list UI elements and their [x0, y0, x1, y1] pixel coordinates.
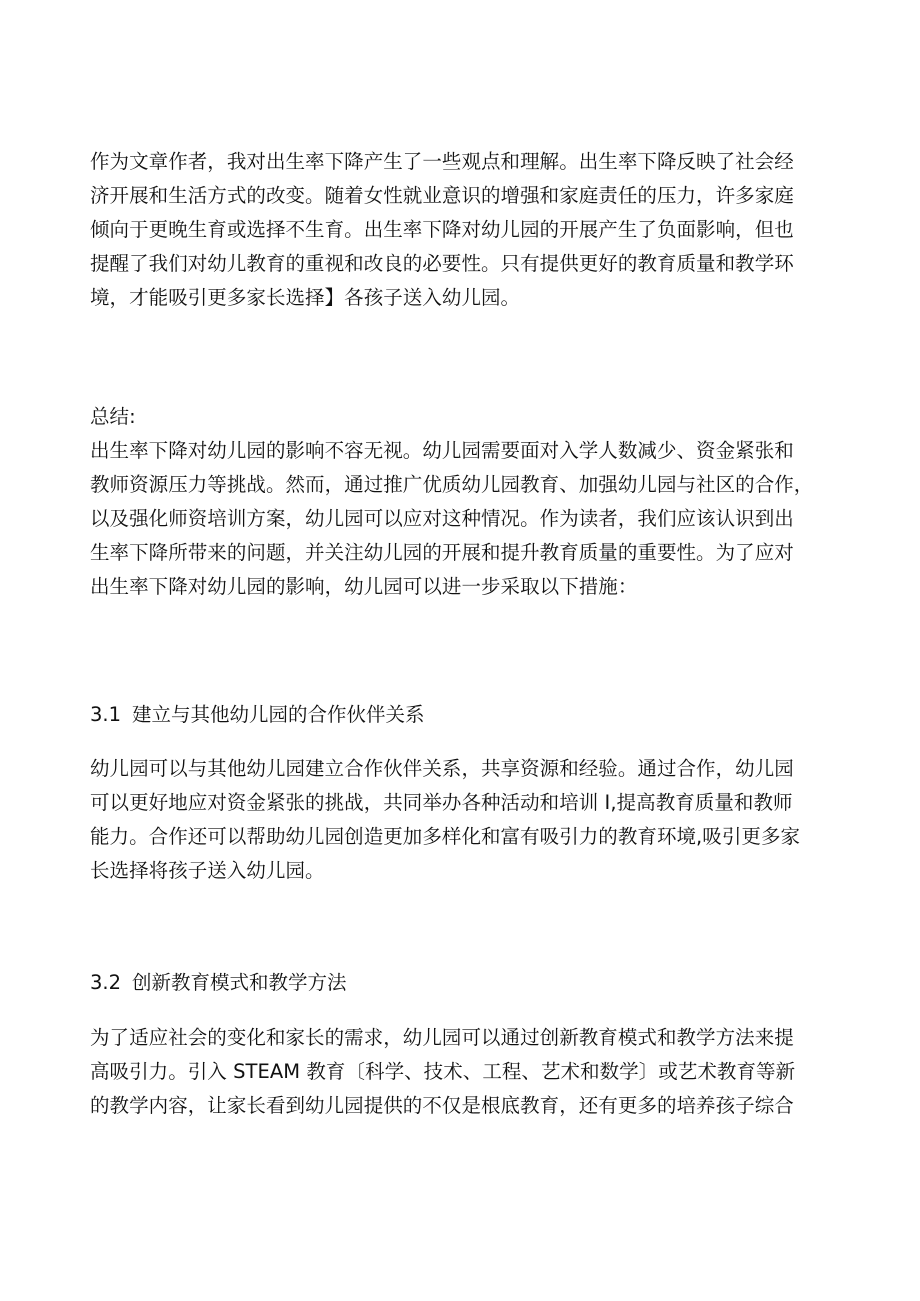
section-3-2-number: 3.2 [90, 971, 122, 994]
section-3-1-line: 幼儿园可以与其他幼儿园建立合作伙伴关系，共享资源和经验。通过合作，幼儿园 [90, 757, 794, 780]
section-3-1-number: 3.1 [90, 703, 122, 726]
section-3-2-paragraph [90, 1021, 820, 1123]
section-3-2-title: 创新教育模式和教学方法 [132, 971, 347, 994]
section-3-1-line: 长选择将孩子送入幼儿园。 [90, 859, 325, 882]
intro-line: 境，才能吸引更多家长选择】各孩子送入幼儿园。 [90, 286, 521, 309]
summary-line: 出生率下降对幼儿园的影响，幼儿园可以进一步采取以下措施： [90, 575, 638, 598]
summary-line: 教师资源压力等挑战。然而，通过推广优质幼儿园教育、加强幼儿园与社区的合作， [90, 473, 814, 496]
section-3-1-line: 能力。合作还可以帮助幼儿园创造更加多样化和富有吸引力的教育环境,吸引更多家 [90, 825, 801, 848]
summary-line: 生率下降所带来的问题，并关注幼儿园的开展和提升教育质量的重要性。为了应对 [90, 541, 794, 564]
section-3-1-heading [90, 698, 425, 732]
section-3-1-title: 建立与其他幼儿园的合作伙伴关系 [132, 703, 425, 726]
summary-line: 以及强化师资培训方案，幼儿园可以应对这种情况。作为读者，我们应该认识到出 [90, 507, 794, 530]
summary-line: 出生率下降对幼儿园的影响不容无视。幼儿园需要面对入学人数减少、资金紧张和 [90, 439, 794, 462]
section-3-2-heading [90, 966, 347, 1000]
section-3-2-line: 为了适应社会的变化和家长的需求，幼儿园可以通过创新教育模式和教学方法来提 [90, 1026, 794, 1049]
summary-paragraph [90, 400, 820, 604]
section-3-2-line: 的教学内容，让家长看到幼儿园提供的不仅是根底教育，还有更多的培养孩子综合 [90, 1094, 794, 1117]
summary-label: 总结: [90, 405, 136, 428]
section-3-1-line: 可以更好地应对资金紧张的挑战，共同举办各种活动和培训 I,提高教育质量和教师 [90, 791, 793, 814]
intro-line: 提醒了我们对幼儿教育的重视和改良的必要性。只有提供更好的教育质量和教学环 [90, 252, 794, 275]
intro-paragraph [90, 145, 820, 315]
intro-line: 倾向于更晚生育或选择不生育。出生率下降对幼儿园的开展产生了负面影响，但也 [90, 218, 794, 241]
intro-line: 作为文章作者，我对出生率下降产生了一些观点和理解。出生率下降反映了社会经 [90, 150, 794, 173]
section-3-1-paragraph [90, 752, 820, 888]
intro-line: 济开展和生活方式的改变。随着女性就业意识的增强和家庭责任的压力，许多家庭 [90, 184, 794, 207]
section-3-2-line: 高吸引力。引入 STEAM 教育〔科学、技术、工程、艺术和数学〕或艺术教育等新 [90, 1060, 796, 1083]
